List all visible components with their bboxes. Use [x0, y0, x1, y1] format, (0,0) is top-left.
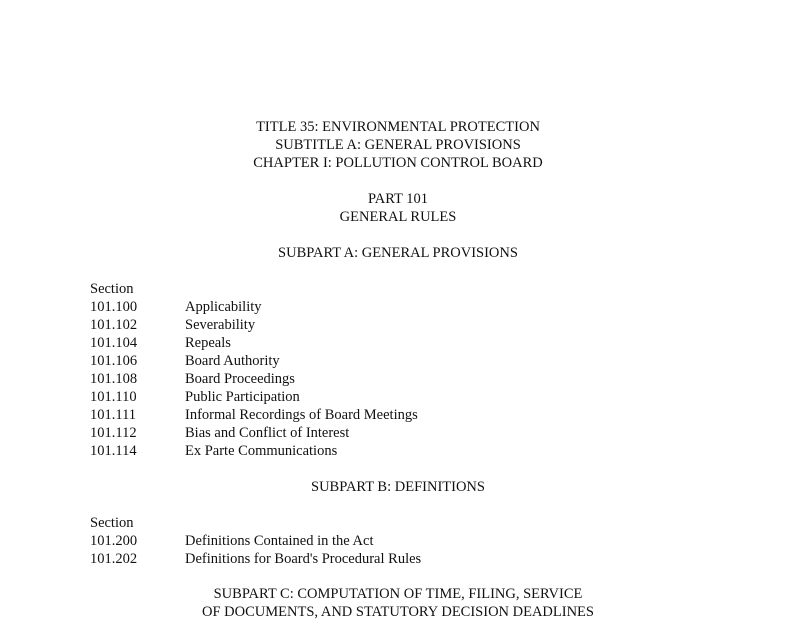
section-title: Public Participation — [185, 389, 300, 405]
section-title: Definitions Contained in the Act — [185, 533, 374, 549]
list-item — [90, 298, 418, 316]
list-item — [90, 334, 418, 352]
title-line: TITLE 35: ENVIRONMENTAL PROTECTION — [256, 119, 540, 135]
list-item — [90, 388, 418, 406]
section-label: Section — [90, 515, 134, 531]
section-title: Severability — [185, 317, 256, 333]
subpart-b-heading: SUBPART B: DEFINITIONS — [311, 479, 485, 495]
section-number: 101.200 — [90, 533, 138, 549]
list-item — [90, 442, 418, 460]
section-number: 101.106 — [90, 353, 138, 369]
section-title: Board Authority — [185, 353, 280, 369]
part-heading — [0, 190, 796, 226]
section-number: 101.111 — [90, 407, 137, 423]
subpart-a-heading: SUBPART A: GENERAL PROVISIONS — [278, 245, 518, 261]
subpart-c-heading-line1: SUBPART C: COMPUTATION OF TIME, FILING, SERVICE — [213, 586, 583, 602]
section-title: Bias and Conflict of Interest — [185, 425, 350, 441]
list-item — [90, 424, 418, 442]
document-header — [0, 118, 796, 172]
section-number: 101.102 — [90, 317, 138, 333]
list-item — [90, 550, 421, 568]
section-label-row — [90, 514, 421, 532]
section-label: Section — [90, 281, 134, 297]
section-title: Board Proceedings — [185, 371, 295, 387]
section-number: 101.110 — [90, 389, 137, 405]
subpart-c-heading-line2: OF DOCUMENTS, AND STATUTORY DECISION DEADLINES — [202, 604, 594, 620]
list-item — [90, 316, 418, 334]
section-number: 101.100 — [90, 299, 138, 315]
subtitle-line: SUBTITLE A: GENERAL PROVISIONS — [275, 137, 521, 153]
list-item — [90, 532, 421, 550]
section-number: 101.112 — [90, 425, 137, 441]
list-item — [90, 406, 418, 424]
section-title: Repeals — [185, 335, 231, 351]
section-number: 101.114 — [90, 443, 137, 459]
list-item — [90, 370, 418, 388]
section-title: Definitions for Board's Procedural Rules — [185, 551, 422, 567]
subpart-a-section-list — [90, 280, 418, 460]
part-name: GENERAL RULES — [339, 209, 457, 225]
section-label-row — [90, 280, 418, 298]
section-title: Informal Recordings of Board Meetings — [185, 407, 418, 423]
section-title: Ex Parte Communications — [185, 443, 338, 459]
subpart-c-heading — [0, 585, 796, 621]
part-number: PART 101 — [368, 191, 428, 207]
list-item — [90, 352, 418, 370]
section-number: 101.108 — [90, 371, 138, 387]
section-title: Applicability — [185, 299, 262, 315]
subpart-b-section-list — [90, 514, 421, 568]
section-number: 101.104 — [90, 335, 138, 351]
section-number: 101.202 — [90, 551, 138, 567]
chapter-line: CHAPTER I: POLLUTION CONTROL BOARD — [253, 155, 543, 171]
